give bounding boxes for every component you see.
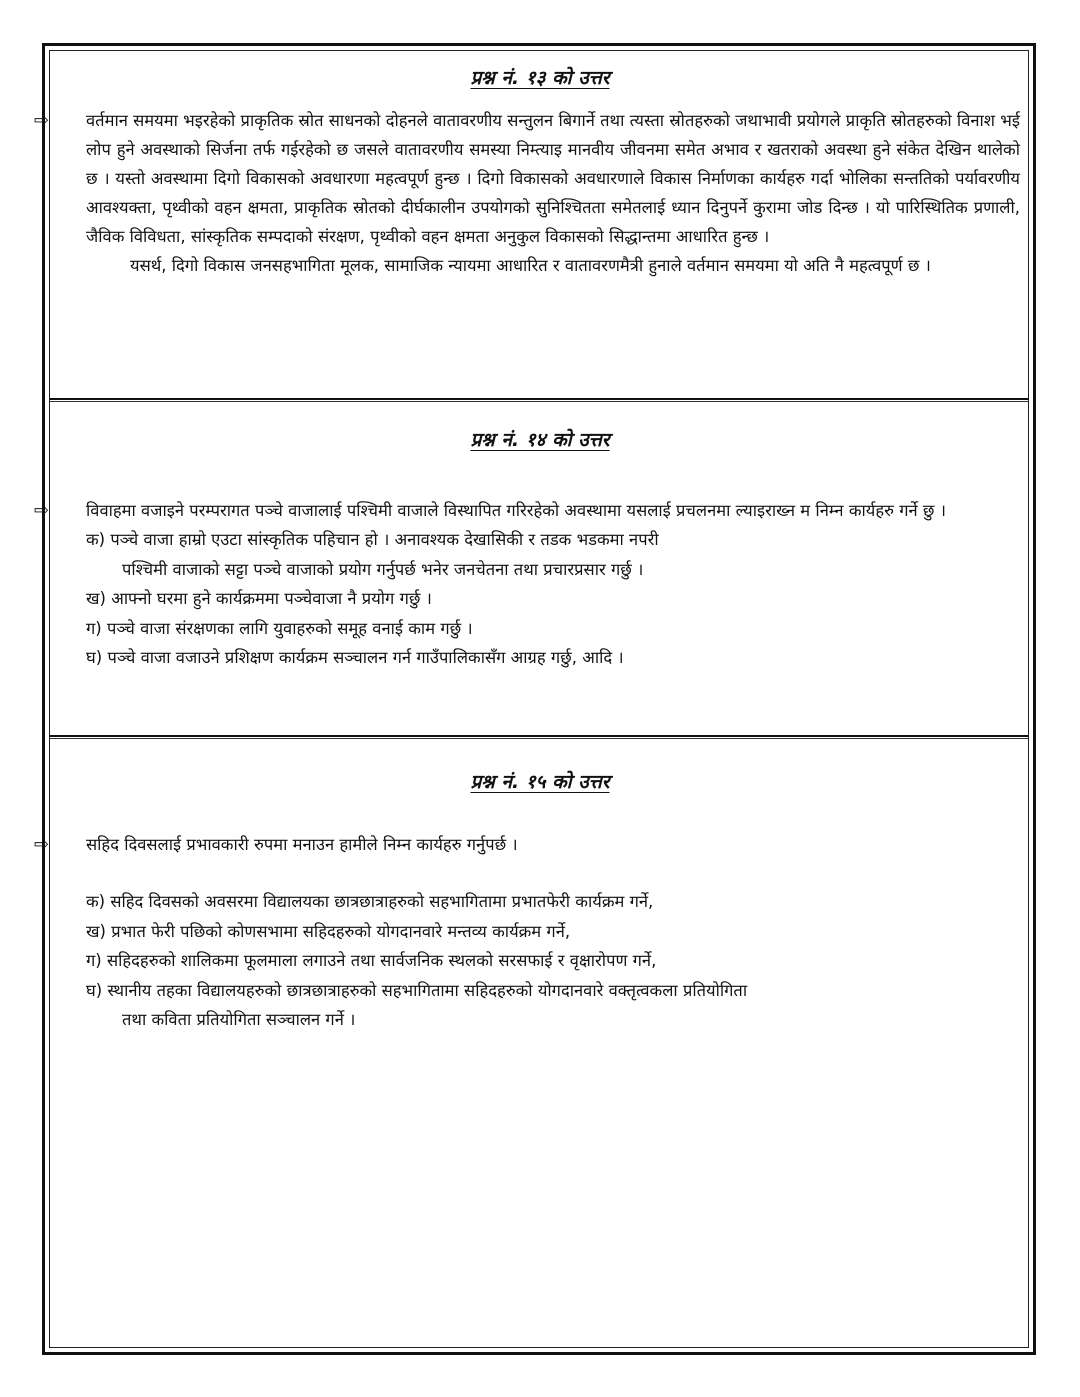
answer-14-heading: प्रश्न नं. १४ को उत्तर	[470, 429, 610, 451]
answer-15-heading: प्रश्न नं. १५ को उत्तर	[470, 771, 610, 793]
arrow-right-icon: ⇨	[34, 110, 50, 131]
section-divider	[49, 735, 1029, 739]
list-item-continuation: तथा कविता प्रतियोगिता सञ्चालन गर्ने ।	[122, 1010, 356, 1029]
answer-14-section	[34, 426, 1020, 673]
answer-15-section	[34, 768, 1020, 1035]
list-item-label: ख)	[86, 921, 106, 941]
list-item-continuation: पश्चिमी वाजाको सट्टा पञ्चे वाजाको प्रयोग गर्नुपर्छ भनेर जनचेतना तथा प्रचारप्रसार गर्छु ।	[122, 559, 644, 579]
list-item-text: प्रभात फेरी पछिको कोणसभामा सहिदहरुको योगदानवारे मन्तव्य कार्यक्रम गर्ने,	[111, 921, 571, 941]
list-item	[60, 976, 1020, 1006]
answer-14-intro	[34, 496, 1020, 525]
list-item-text: पञ्चे वाजा वजाउने प्रशिक्षण कार्यक्रम सञ्चालन गर्न गाउँपालिकासँग आग्रह गर्छु, आदि ।	[107, 648, 624, 667]
list-item	[60, 917, 1020, 947]
list-item-label: क)	[86, 892, 106, 911]
list-item-text: पञ्चे वाजा संरक्षणका लागि युवाहरुको समूह वनाई काम गर्छु ।	[106, 618, 473, 638]
list-item-label: ग)	[86, 951, 102, 970]
answer-13-heading: प्रश्न नं. १३ को उत्तर	[470, 67, 610, 89]
answer-13-paragraph	[34, 106, 1020, 251]
answer-14-intro-text: विवाहमा वजाइने परम्परागत पञ्चे वाजालाई पश्चिमी वाजाले विस्थापित गरिरहेको अवस्थामा यसलाई प्रचलनमा ल्याइराख्न म निम्न कार्यहरु गर्ने छु ।	[86, 501, 946, 520]
list-item-label: घ)	[86, 980, 103, 1000]
answer-13-section	[34, 64, 1020, 280]
list-item-text: पञ्चे वाजा हाम्रो एउटा सांस्कृतिक पहिचान हो । अनावश्यक देखासिकी र तडक भडकमा नपरी	[110, 530, 659, 549]
list-item	[60, 643, 1020, 673]
arrow-right-icon: ⇨	[34, 834, 50, 855]
answer-15-intro-text: सहिद दिवसलाई प्रभावकारी रुपमा मनाउन हामीले निम्न कार्यहरु गर्नुपर्छ ।	[86, 835, 518, 854]
answer-15-intro	[34, 830, 1020, 859]
list-item-label: ख)	[86, 589, 106, 608]
list-item-text: सहिद दिवसको अवसरमा विद्यालयका छात्रछात्राहरुको सहभागितामा प्रभातफेरी कार्यक्रम गर्ने,	[110, 892, 654, 911]
list-item	[60, 887, 1020, 917]
list-item-text: सहिदहरुको शालिकमा फूलमाला लगाउने तथा सार्वजनिक स्थलको सरसफाई र वृक्षारोपण गर्ने,	[106, 951, 657, 970]
list-item	[60, 584, 1020, 614]
list-item	[60, 614, 1020, 644]
list-item-label: क)	[86, 530, 106, 549]
section-divider	[49, 398, 1029, 402]
list-item	[60, 525, 1020, 555]
list-item-text: आफ्नो घरमा हुने कार्यक्रममा पञ्चेवाजा नै प्रयोग गर्छु ।	[111, 589, 432, 608]
list-item	[60, 946, 1020, 976]
list-item-text: स्थानीय तहका विद्यालयहरुको छात्रछात्राहरुको सहभागितामा सहिदहरुको योगदानवारे वक्तृत्वकला प्रतियोगिता	[107, 980, 748, 1000]
list-item-label: घ)	[86, 648, 103, 667]
list-item-label: ग)	[86, 618, 102, 638]
arrow-right-icon: ⇨	[34, 500, 50, 521]
answer-13-text: वर्तमान समयमा भइरहेको प्राकृतिक स्रोत साधनको दोहनले वातावरणीय सन्तुलन बिगार्ने तथा त्यस्ता स्रोतहरुको जथाभावी प्रयोगले प्राकृति स्रोतहरुको विनाश भई लोप हुने अवस्थाको सिर्जना तर्फ गईरहेको छ जसले वातावरणीय समस्या निम्त्याइ मानवीय जीवनमा समेत अभाव र खतराको अवस्था हुने संकेत देखिन थालेको छ । यस्तो अवस्थामा दिगो विकासको अवधारणा महत्वपूर्ण हुन्छ । दिगो विकासको अवधारणाले विकास निर्माणका कार्यहरु गर्दा भोलिका सन्ततिको पर्यावरणीय आवश्यक्ता, पृथ्वीको वहन क्षमता, प्राकृतिक स्रोतको दीर्घकालीन उपयोगको सुनिश्चितता समेतलाई ध्यान दिनुपर्ने कुरामा जोड दिन्छ । यो पारिस्थितिक प्रणाली, जैविक विविधता, सांस्कृतिक सम्पदाको संरक्षण, पृथ्वीको वहन क्षमता अनुकुल विकासको सिद्धान्तमा आधारित हुन्छ ।	[86, 111, 1020, 246]
answer-13-conclusion: यसर्थ, दिगो विकास जनसहभागिता मूलक, सामाजिक न्यायमा आधारित र वातावरणमैत्री हुनाले वर्तमान समयमा यो अति नै महत्वपूर्ण छ ।	[130, 256, 931, 275]
